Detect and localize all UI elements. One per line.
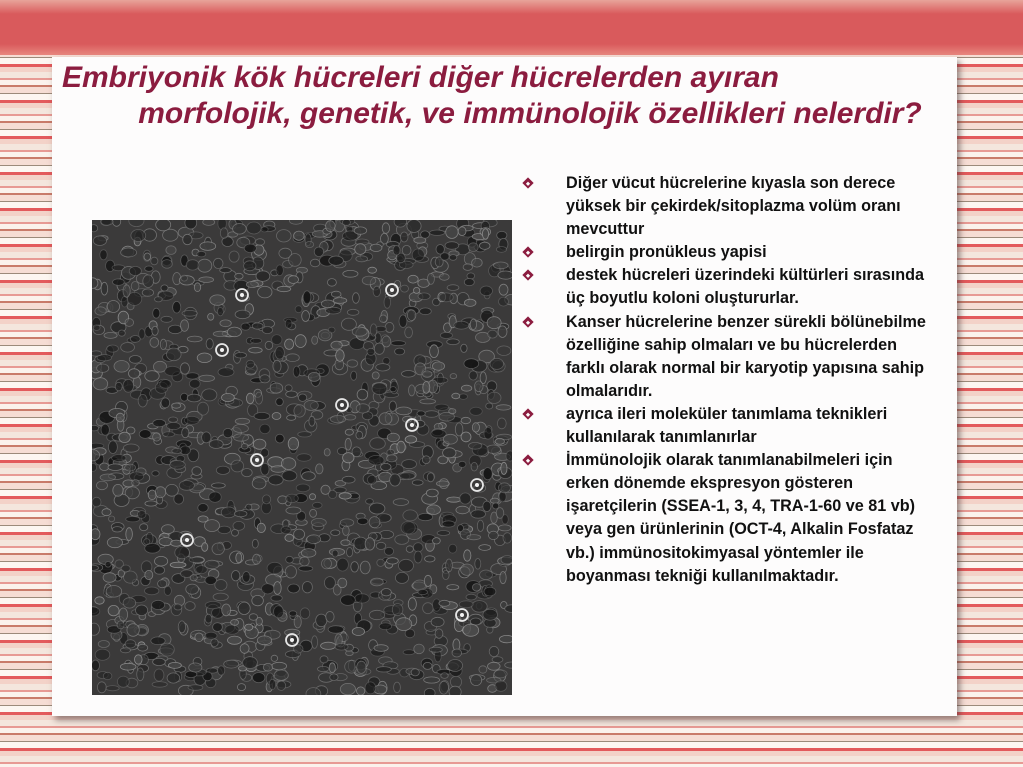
slide-title-rest: morfolojik, genetik, ve immünolojik özellikleri nelerdir?	[138, 97, 922, 130]
bullet-text: İmmünolojik olarak tanımlanabilmeleri için erken dönemde ekspresyon gösteren işaretçilerin (SSEA-1, 3, 4, TRA-1-60 ve 81 vb) veya gen ürünlerinin (OCT-4, Alkalin Fosfataz vb.) immünositokimyasal yöntemler ile boyanması tekniği kullanılmaktadır.	[566, 451, 916, 585]
bullet-item	[522, 449, 932, 588]
micrograph-image	[92, 220, 512, 695]
slide-title	[62, 60, 942, 132]
diamond-bullet-icon	[522, 247, 533, 258]
bullet-item	[522, 264, 932, 310]
bullet-text: Kanser hücrelerine benzer sürekli bölünebilme özelliğine sahip olmaları ve bu hücrelerden farklı olarak normal bir karyotip yapısına sahip olmalarıdır.	[566, 312, 926, 400]
bullet-text: Diğer vücut hücrelerine kıyasla son derece yüksek bir çekirdek/sitoplazma volüm oranı mevcuttur	[566, 174, 901, 239]
bullet-item	[522, 311, 932, 403]
bullet-item	[522, 241, 932, 264]
bullet-list	[522, 172, 932, 588]
diamond-bullet-icon	[522, 177, 533, 188]
diamond-bullet-icon	[522, 270, 533, 281]
diamond-bullet-icon	[522, 316, 533, 327]
micrograph-cells	[92, 220, 512, 695]
bullet-item	[522, 403, 932, 449]
diamond-bullet-icon	[522, 408, 533, 419]
bullet-text: destek hücreleri üzerindeki kültürleri sırasında üç boyutlu koloni oluştururlar.	[566, 266, 925, 308]
header-band	[0, 0, 1023, 55]
bullet-text: belirgin pronükleus yapisi	[566, 243, 767, 262]
diamond-bullet-icon	[522, 454, 533, 465]
bullet-text: ayrıca ileri moleküler tanımlama teknikleri kullanılarak tanımlanırlar	[566, 404, 888, 447]
slide-title-line-1: Embriyonik kök hücreleri diğer hücrelerden ayıran	[62, 61, 779, 94]
bullet-item	[522, 172, 932, 241]
